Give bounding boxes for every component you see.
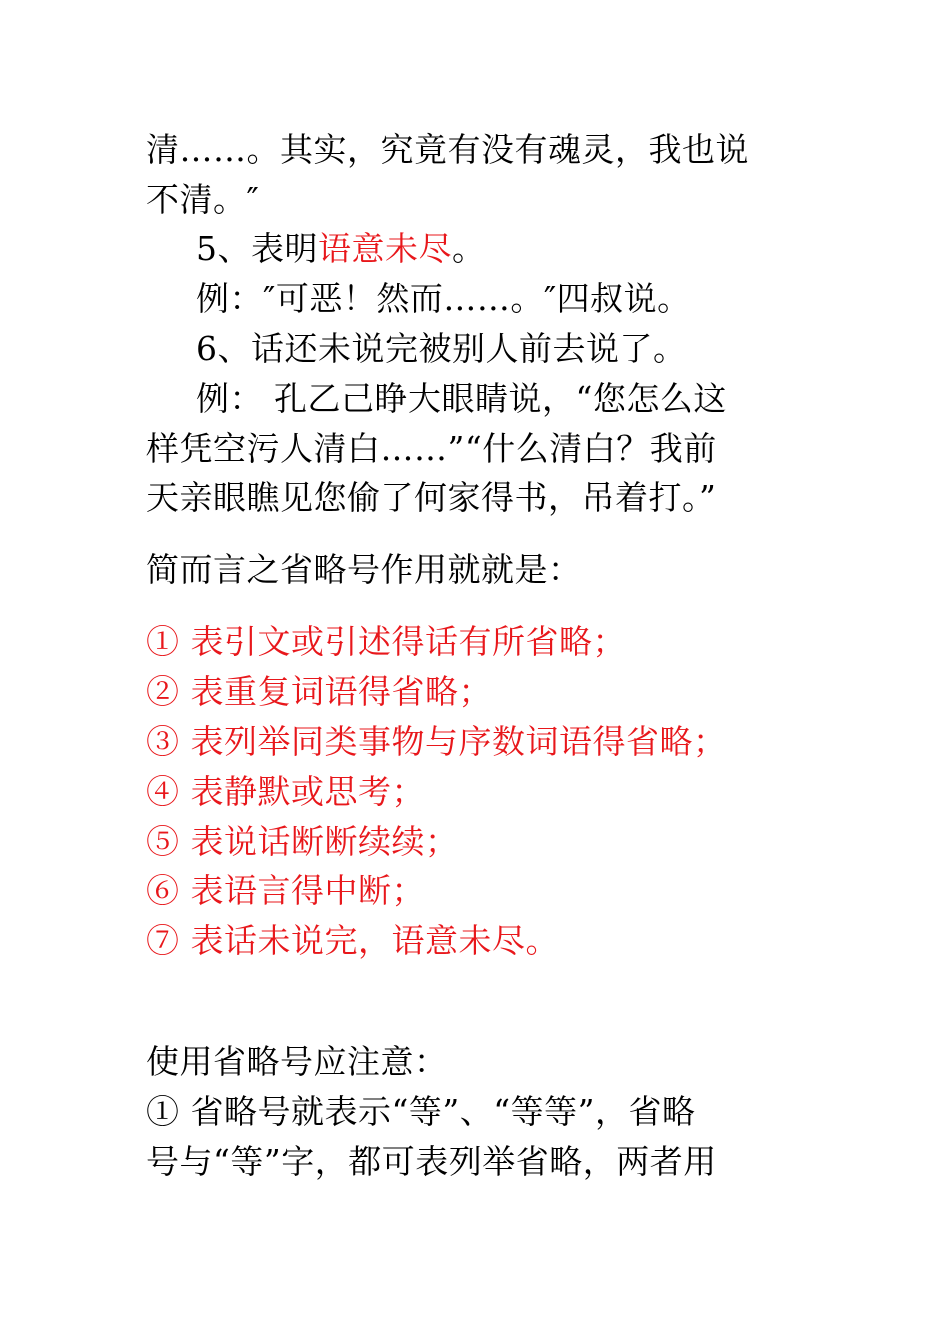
- item-6-example-line-1: 例： 孔乙己睁大眼睛说，“您怎么这: [196, 379, 727, 418]
- summary-item: ④ 表静默或思考；: [146, 772, 425, 811]
- summary-item: ⑥ 表语言得中断；: [146, 871, 425, 910]
- note-1-line-2: 号与“等”字，都可表列举省略，两者用: [146, 1142, 717, 1181]
- summary-heading: 简而言之省略号作用就就是：: [146, 550, 582, 589]
- summary-item: ⑤ 表说话断断续续；: [146, 822, 459, 861]
- item-6-example-line-2: 样凭空污人清白……”“什么清白？我前: [146, 429, 717, 468]
- item-5-highlight: 语意未尽: [318, 229, 452, 268]
- summary-item: ⑦ 表话未说完，语意未尽。: [146, 921, 559, 960]
- item-6-example-line-3: 天亲眼瞧见您偷了何家得书，吊着打。”: [146, 478, 717, 517]
- item-5-title: [196, 227, 486, 271]
- summary-item: ① 表引文或引述得话有所省略；: [146, 622, 626, 661]
- item-5-prefix: 5、表明: [196, 229, 318, 268]
- intro-line-2: 不清。″: [146, 180, 260, 219]
- note-1-line-1: ① 省略号就表示“等”、“等等”，省略: [146, 1092, 696, 1131]
- intro-line-1: 清……。其实，究竟有没有魂灵，我也说: [146, 130, 749, 169]
- summary-item: ③ 表列举同类事物与序数词语得省略；: [146, 722, 727, 761]
- item-5-example: 例：″可恶！然而……。″四叔说。: [196, 279, 691, 318]
- item-5-suffix: 。: [452, 229, 486, 268]
- notes-heading: 使用省略号应注意：: [146, 1042, 448, 1081]
- summary-item: ② 表重复词语得省略；: [146, 672, 492, 711]
- item-6-title: 6、话还未说完被别人前去说了。: [196, 329, 687, 368]
